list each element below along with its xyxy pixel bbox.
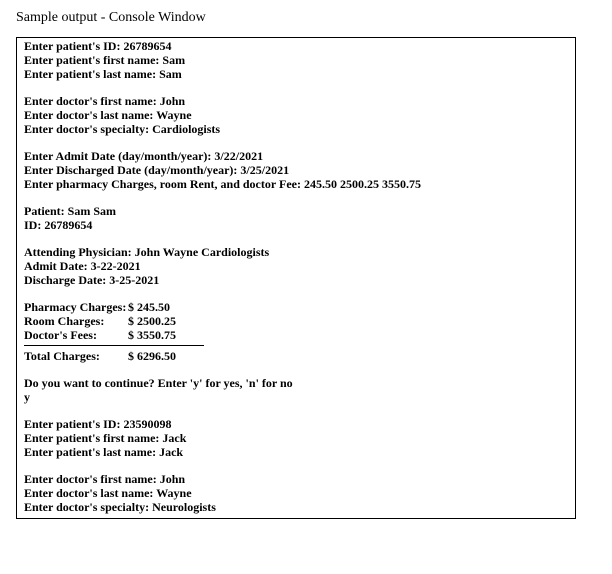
- console-line: Enter patient's first name: Jack: [24, 431, 187, 445]
- console-line: Enter patient's ID: 26789654: [24, 39, 172, 53]
- console-line: Enter doctor's first name: John: [24, 94, 186, 108]
- console-line: Enter doctor's first name: John: [24, 472, 186, 486]
- page-title: Sample output - Console Window: [16, 10, 206, 25]
- console-line: Discharge Date: 3-25-2021: [24, 273, 160, 287]
- charge-row-doctor: [24, 328, 575, 342]
- charge-label: Doctor's Fees:: [24, 328, 97, 342]
- console-line: Enter Admit Date (day/month/year): 3/22/2021: [24, 149, 264, 163]
- total-divider: [24, 345, 204, 346]
- console-line: Patient: Sam Sam: [24, 204, 116, 218]
- console-line: Enter patient's last name: Sam: [24, 67, 182, 81]
- total-label: Total Charges:: [24, 349, 100, 363]
- console-line: Admit Date: 3-22-2021: [24, 259, 141, 273]
- console-line: Enter doctor's last name: Wayne: [24, 486, 192, 500]
- console-line: Enter pharmacy Charges, room Rent, and doctor Fee: 245.50 2500.25 3550.75: [24, 177, 421, 191]
- total-value: $ 6296.50: [128, 349, 176, 363]
- continue-answer: y: [24, 390, 30, 404]
- console-window[interactable]: [16, 37, 576, 519]
- console-line: Enter doctor's specialty: Neurologists: [24, 500, 216, 514]
- console-line: Enter patient's first name: Sam: [24, 53, 186, 67]
- console-line: Enter doctor's specialty: Cardiologists: [24, 122, 221, 136]
- console-line: ID: 26789654: [24, 218, 93, 232]
- charge-row-pharmacy: [24, 300, 575, 314]
- continue-prompt: Do you want to continue? Enter 'y' for yes, 'n' for no: [24, 376, 293, 390]
- charge-value: $ 2500.25: [128, 314, 176, 328]
- console-line: Enter patient's ID: 23590098: [24, 417, 172, 431]
- charge-value: $ 245.50: [128, 300, 170, 314]
- charge-label: Pharmacy Charges:: [24, 300, 127, 314]
- charge-value: $ 3550.75: [128, 328, 176, 342]
- console-line: Enter doctor's last name: Wayne: [24, 108, 192, 122]
- charge-label: Room Charges:: [24, 314, 105, 328]
- charge-row-total: [24, 349, 575, 363]
- console-line: Attending Physician: John Wayne Cardiologists: [24, 245, 270, 259]
- console-line: Enter patient's last name: Jack: [24, 445, 184, 459]
- console-line: Enter Discharged Date (day/month/year): 3/25/2021: [24, 163, 290, 177]
- charge-row-room: [24, 314, 575, 328]
